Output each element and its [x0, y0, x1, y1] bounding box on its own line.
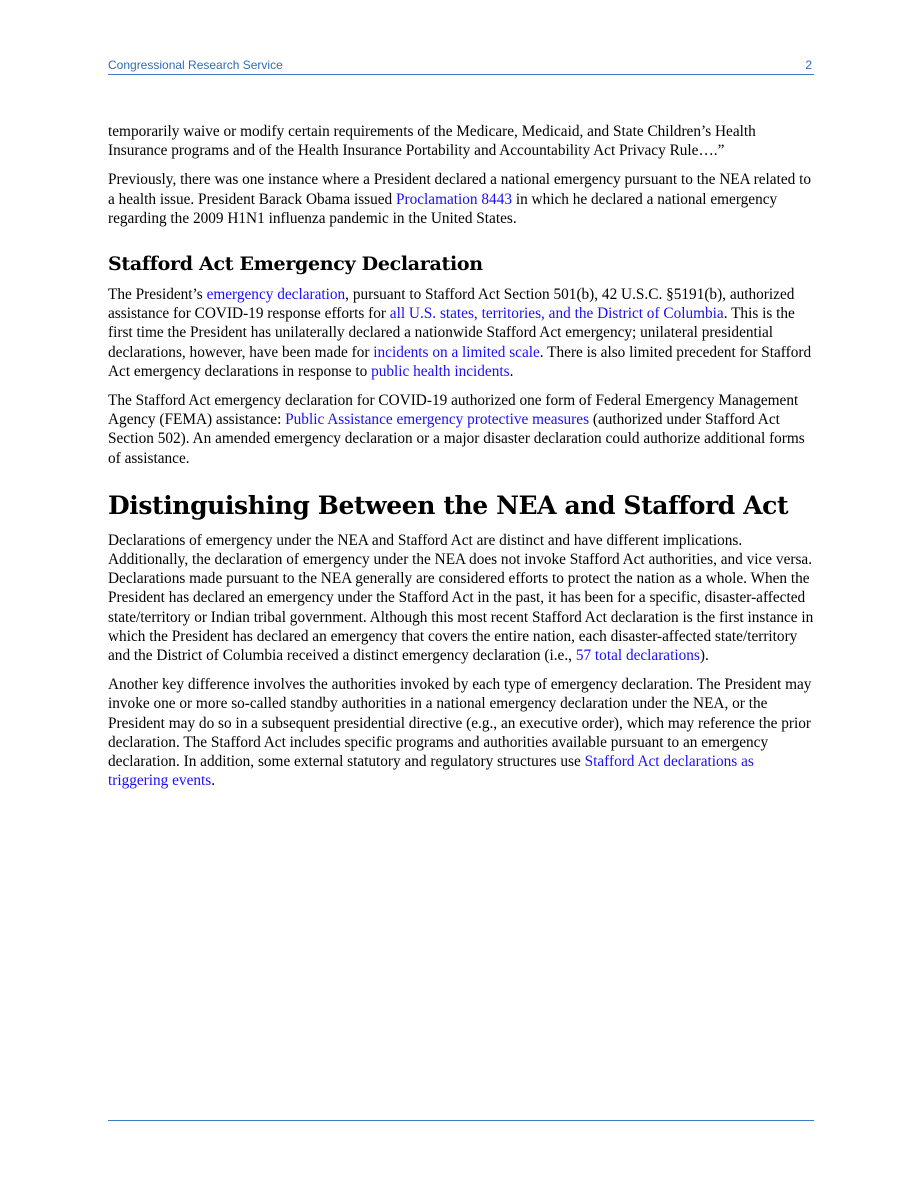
paragraph-text: . This is the first time the President has unilaterally declared a nationwide Stafford Act emergency; unilateral presidential declarations, however, have been made for [108, 305, 795, 361]
document-body [108, 122, 814, 800]
paragraph-emergency-declaration [108, 285, 814, 381]
paragraph-text: . [211, 772, 216, 790]
paragraph-text: . [509, 362, 514, 380]
paragraph-text: ). [699, 647, 709, 665]
paragraph-previous-instance [108, 170, 814, 228]
paragraph-key-difference [108, 675, 814, 790]
paragraph-text: The Stafford Act emergency declaration for COVID-19 authorized one form of Federal Emergency Management Agency (FEMA) assistance: [108, 392, 799, 429]
paragraph-text: (authorized under Stafford Act Section 502). An amended emergency declaration or a major disaster declaration could authorize additional forms of assistance. [108, 411, 805, 467]
paragraph-distinct-declarations [108, 531, 814, 665]
section-heading-stafford-emergency: Stafford Act Emergency Declaration [108, 253, 483, 276]
paragraph-continuation: temporarily waive or modify certain requirements of the Medicare, Medicaid, and State Children’s Health Insurance programs and of the Health Insurance Portability and Accountability Act Privacy Rule….” [108, 123, 756, 160]
section-heading-distinguishing: Distinguishing Between the NEA and Stafford Act [108, 490, 789, 520]
paragraph-text: in which he declared a national emergency regarding the 2009 H1N1 influenza pandemic in the United States. [108, 190, 778, 227]
paragraph-text: Previously, there was one instance where a President declared a national emergency pursuant to the NEA related to a health issue. President Barack Obama issued [108, 171, 811, 208]
paragraph-text: . There is also limited precedent for Stafford Act emergency declarations in response to [108, 343, 812, 380]
emergency-declaration-link[interactable]: emergency declaration [206, 286, 346, 304]
header-organization: Congressional Research Service [108, 58, 283, 72]
page-number: 2 [805, 58, 812, 72]
total-declarations-link[interactable]: 57 total declarations [575, 647, 700, 665]
paragraph-fema-assistance [108, 391, 814, 468]
limited-scale-incidents-link[interactable]: incidents on a limited scale [373, 343, 540, 361]
public-health-incidents-link[interactable]: public health incidents [371, 362, 510, 380]
footer-rule [108, 1120, 814, 1121]
paragraph-text: , pursuant to Stafford Act Section 501(b), 42 U.S.C. §5191(b), authorized assistance for COVID-19 response efforts for [108, 286, 795, 323]
public-assistance-link[interactable]: Public Assistance emergency protective measures [285, 411, 590, 429]
paragraph-text: Another key difference involves the authorities invoked by each type of emergency declaration. The President may invoke one or more so-called standby authorities in a national emergency declaration under the NEA, or the President may do so in a subsequent presidential directive (e.g., an executive order), which may reference the prior declaration. The Stafford Act includes specific programs and authorities available pursuant to an emergency declaration. In addition, some external statutory and regulatory structures use [108, 676, 812, 771]
all-states-territories-link[interactable]: all U.S. states, territories, and the District of Columbia [389, 305, 724, 323]
paragraph-text: Declarations of emergency under the NEA and Stafford Act are distinct and have different implications. Additionally, the declaration of emergency under the NEA does not invoke Stafford Act authorities, and vice versa. Declarations made pursuant to the NEA generally are considered efforts to protect the nation as a whole. When the President has declared an emergency under the Stafford Act in the past, it has been for a specific, disaster-affected state/territory or Indian tribal government. Although this most recent Stafford Act declaration is the first instance in which the President has declared an emergency that covers the entire nation, each disaster-affected state/territory and the District of Columbia received a distinct emergency declaration (i.e., [108, 531, 814, 665]
triggering-events-link[interactable]: Stafford Act declarations as triggering events [108, 753, 754, 790]
page-header [108, 57, 814, 75]
paragraph-text: The President’s [108, 286, 207, 304]
proclamation-8443-link[interactable]: Proclamation 8443 [396, 190, 512, 208]
